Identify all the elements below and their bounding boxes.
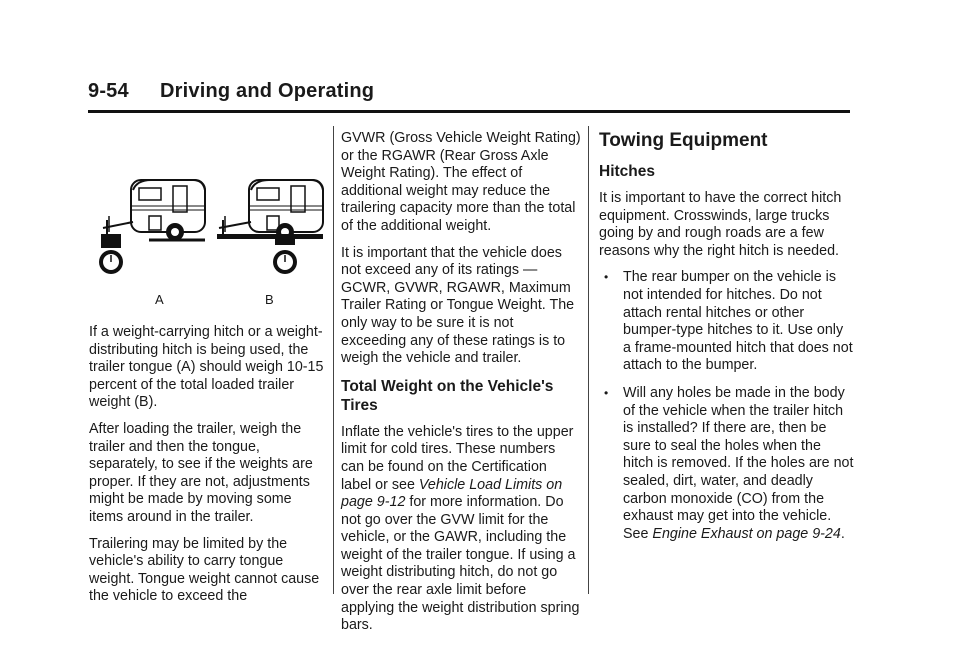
- column-2: [341, 130, 581, 644]
- paragraph: [341, 424, 581, 635]
- page-header: [88, 80, 850, 113]
- cross-reference-link[interactable]: Vehicle Load Limits on page 9-12: [341, 476, 563, 511]
- trailer-b-drawing: [217, 180, 323, 274]
- list-item-text: Will any holes be made in the body of the vehicle when the trailer hitch is installed? If there are, then be sure to seal the holes when the hitch is removed. If the holes are not sealed, dirt, water, and deadly carbon monoxide (CO) from the exhaust may get into the vehicle. See: [623, 384, 854, 542]
- bullet-icon: •: [604, 385, 609, 400]
- section-heading: Towing Equipment: [599, 130, 768, 151]
- cross-reference-link[interactable]: Engine Exhaust on page 9-24: [652, 525, 841, 542]
- paragraph: Trailering may be limited by the vehicle's ability to carry tongue weight. Tongue weight cannot cause the vehicle to exceed the: [89, 535, 320, 605]
- bullet-icon: •: [604, 270, 609, 285]
- trailer-scale-illustration: [89, 124, 325, 324]
- figure-label-b: B: [265, 292, 274, 307]
- subsection-heading: Total Weight on the Vehicle's Tires: [341, 377, 554, 414]
- list-item-text: .: [840, 525, 845, 542]
- paragraph: If a weight-carrying hitch or a weight-distributing hitch is being used, the trailer tongue (A) should weigh 10-15 percent of the total loaded trailer weight (B).: [89, 324, 324, 411]
- paragraph: After loading the trailer, weigh the trailer and then the tongue, separately, to see if the weights are proper. If they are not, adjustments might be made by moving some items around in the trailer.: [89, 420, 313, 525]
- paragraph: It is important that the vehicle does not exceed any of its ratings — GCWR, GVWR, RGAWR, Maximum Trailer Rating or Tongue Weight. The only way to be sure it is not exceeding any of these ratings is to weigh the vehicle and trailer.: [341, 244, 575, 367]
- figure-label-a: A: [155, 292, 164, 307]
- tongue-weight-figure: [89, 124, 325, 324]
- subsection-heading: Hitches: [599, 163, 655, 180]
- paragraph: It is important to have the correct hitch equipment. Crosswinds, large trucks going by and rough roads are a few reasons why the right hitch is needed.: [599, 190, 842, 259]
- column-divider: [333, 126, 334, 594]
- bullet-list: [599, 269, 854, 543]
- paragraph-text: Inflate the vehicle's tires to the upper limit for cold tires. These numbers can be found on the Certification label or see: [341, 423, 574, 493]
- list-item: [599, 269, 854, 375]
- paragraph: GVWR (Gross Vehicle Weight Rating) or the RGAWR (Rear Gross Axle Weight Rating). The effect of additional weight may reduce the trailering capacity more than the total of the additional weight.: [341, 130, 581, 234]
- section-title: Driving and Operating: [160, 80, 375, 102]
- list-item-text: The rear bumper on the vehicle is not intended for hitches. Do not attach rental hitches or other bumper-type hitches to it. Use only a frame-mounted hitch that does not attach to the bumper.: [623, 269, 853, 374]
- column-1: [89, 124, 325, 615]
- column-3: [599, 130, 854, 553]
- paragraph-text: for more information. Do not go over the GVW limit for the vehicle, or the GAWR, including the weight of the trailer tongue. If using a weight distributing hitch, do not go over the rear axle limit before applying the weight distribution spring bars.: [341, 494, 580, 634]
- trailer-a-drawing: [99, 180, 205, 274]
- column-divider: [588, 126, 589, 594]
- page-number: 9-54: [88, 80, 129, 102]
- list-item: [599, 385, 854, 543]
